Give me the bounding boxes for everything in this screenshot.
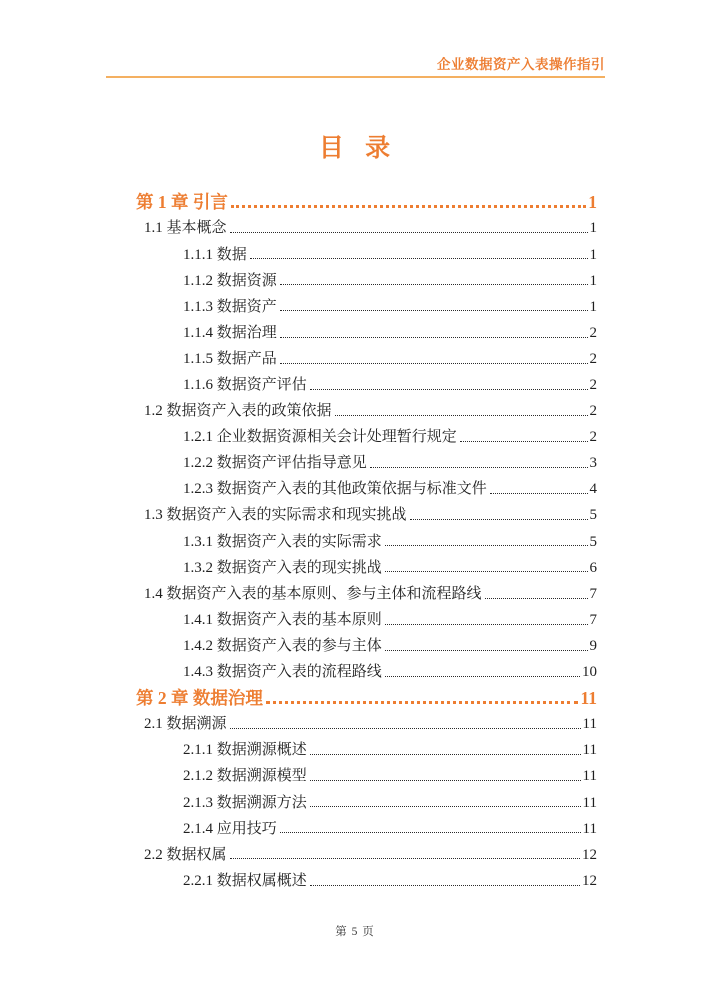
dotted-leader (385, 545, 588, 546)
toc-entry-page-number: 2 (589, 324, 597, 341)
toc-entry-row[interactable] (106, 788, 597, 814)
toc-list (106, 188, 597, 893)
toc-entry-row[interactable] (106, 266, 597, 292)
toc-entry-label: 1.4.3 数据资产入表的流程路线 (183, 664, 382, 681)
toc-entry-row[interactable] (106, 736, 597, 762)
toc-entry-page-number: 7 (589, 611, 597, 628)
toc-entry-label: 2.1.1 数据溯源概述 (183, 742, 307, 759)
dotted-leader (280, 337, 588, 338)
toc-entry-row[interactable] (106, 762, 597, 788)
toc-entry-label: 1.1.6 数据资产评估 (183, 377, 307, 393)
toc-entry-label: 2.1 数据溯源 (144, 716, 227, 733)
toc-entry-label: 1.1 基本概念 (144, 220, 227, 237)
dotted-leader (230, 232, 588, 233)
toc-entry-row[interactable] (106, 866, 597, 892)
toc-entry-row[interactable] (106, 814, 597, 840)
toc-entry-label: 1.2.2 数据资产评估指导意见 (183, 455, 367, 472)
dotted-leader (280, 310, 588, 311)
toc-entry-page-number: 5 (589, 507, 597, 524)
toc-entry-page-number: 1 (589, 272, 597, 289)
toc-entry-row[interactable] (106, 475, 597, 501)
toc-entry-label: 1.4.1 数据资产入表的基本原则 (183, 611, 382, 628)
toc-entry-label: 1.2 数据资产入表的政策依据 (144, 403, 332, 420)
dotted-leader (385, 650, 588, 651)
toc-entry-label: 2.2 数据权属 (144, 846, 227, 863)
toc-entry-row[interactable] (106, 658, 597, 684)
dotted-leader (310, 754, 581, 755)
dotted-leader (310, 389, 588, 390)
dotted-leader (370, 467, 588, 468)
toc-entry-row[interactable] (106, 710, 597, 736)
toc-entry-row[interactable] (106, 579, 597, 605)
toc-entry-label: 1.3.2 数据资产入表的现实挑战 (183, 559, 382, 576)
toc-chapter-row[interactable] (106, 684, 597, 710)
toc-entry-page-number: 11 (582, 820, 597, 837)
toc-entry-page-number: 9 (589, 637, 597, 654)
page-header (106, 57, 605, 78)
toc-entry-page-number: 4 (589, 481, 597, 498)
toc-entry-page-number: 2 (589, 403, 597, 420)
toc-entry-label: 1.4 数据资产入表的基本原则、参与主体和流程路线 (144, 585, 482, 602)
toc-entry-page-number: 5 (589, 533, 597, 550)
toc-entry-row[interactable] (106, 318, 597, 344)
dotted-leader (335, 415, 588, 416)
toc-entry-label: 2.1.3 数据溯源方法 (183, 794, 307, 811)
toc-entry-row[interactable] (106, 240, 597, 266)
dotted-leader (385, 624, 588, 625)
dotted-leader (280, 363, 588, 364)
dotted-leader (280, 284, 588, 285)
toc-entry-page-number: 11 (580, 687, 597, 708)
toc-entry-row[interactable] (106, 840, 597, 866)
toc-entry-page-number: 2 (589, 377, 597, 393)
toc-entry-row[interactable] (106, 553, 597, 579)
dotted-leader (230, 858, 580, 859)
toc-entry-label: 1.1.3 数据资产 (183, 298, 277, 315)
toc-entry-label: 2.1.4 应用技巧 (183, 820, 277, 837)
toc-entry-label: 2.1.2 数据溯源模型 (183, 768, 307, 785)
toc-entry-row[interactable] (106, 345, 597, 371)
toc-entry-page-number: 1 (588, 191, 597, 212)
toc-entry-row[interactable] (106, 397, 597, 423)
toc-entry-row[interactable] (106, 527, 597, 553)
toc-entry-page-number: 1 (589, 246, 597, 263)
toc-entry-label: 1.4.2 数据资产入表的参与主体 (183, 637, 382, 654)
dotted-leader (230, 728, 581, 729)
toc-entry-page-number: 11 (582, 768, 597, 785)
dotted-leader (490, 493, 588, 494)
page-footer (0, 923, 710, 939)
dotted-leader (266, 701, 579, 704)
toc-entry-row[interactable] (106, 632, 597, 658)
dotted-leader (410, 519, 588, 520)
toc-entry-row[interactable] (106, 423, 597, 449)
toc-entry-page-number: 10 (582, 664, 597, 681)
toc-entry-page-number: 7 (589, 585, 597, 602)
toc-entry-label: 1.1.1 数据 (183, 246, 247, 263)
toc-entry-page-number: 1 (589, 220, 597, 237)
toc-entry-row[interactable] (106, 292, 597, 318)
toc-entry-page-number: 3 (589, 455, 597, 472)
toc-entry-page-number: 2 (589, 350, 597, 367)
toc-entry-page-number: 11 (582, 742, 597, 759)
toc-entry-label: 第 1 章 引言 (136, 191, 228, 212)
toc-entry-row[interactable] (106, 371, 597, 397)
dotted-leader (310, 806, 581, 807)
toc-entry-row[interactable] (106, 501, 597, 527)
toc-title: 目 录 (318, 135, 392, 162)
dotted-leader (310, 780, 581, 781)
toc-entry-page-number: 11 (582, 794, 597, 811)
dotted-leader (250, 258, 588, 259)
toc-entry-label: 1.1.2 数据资源 (183, 272, 277, 289)
dotted-leader (310, 885, 580, 886)
header-doc-title: 企业数据资产入表操作指引 (437, 57, 605, 72)
toc-entry-page-number: 11 (582, 716, 597, 733)
toc-entry-page-number: 1 (589, 298, 597, 315)
toc-entry-page-number: 12 (582, 872, 597, 889)
toc-entry-label: 1.3 数据资产入表的实际需求和现实挑战 (144, 507, 407, 524)
dotted-leader (385, 571, 588, 572)
toc-entry-label: 第 2 章 数据治理 (136, 687, 263, 708)
dotted-leader (460, 441, 588, 442)
toc-entry-page-number: 6 (589, 559, 597, 576)
dotted-leader (485, 598, 588, 599)
toc-entry-row[interactable] (106, 214, 597, 240)
toc-entry-label: 2.2.1 数据权属概述 (183, 872, 307, 889)
dotted-leader (231, 205, 586, 208)
toc-entry-label: 1.1.5 数据产品 (183, 350, 277, 367)
toc-entry-label: 1.1.4 数据治理 (183, 324, 277, 341)
toc-chapter-row[interactable] (106, 188, 597, 214)
toc-entry-page-number: 12 (582, 846, 597, 863)
toc-entry-label: 1.2.3 数据资产入表的其他政策依据与标准文件 (183, 481, 487, 498)
toc-entry-row[interactable] (106, 449, 597, 475)
toc-entry-page-number: 2 (589, 429, 597, 446)
dotted-leader (280, 832, 581, 833)
dotted-leader (385, 676, 580, 677)
toc-entry-row[interactable] (106, 606, 597, 632)
footer-page-number: 第 5 页 (335, 926, 375, 938)
toc-entry-label: 1.3.1 数据资产入表的实际需求 (183, 533, 382, 550)
toc-entry-label: 1.2.1 企业数据资源相关会计处理暂行规定 (183, 429, 457, 446)
